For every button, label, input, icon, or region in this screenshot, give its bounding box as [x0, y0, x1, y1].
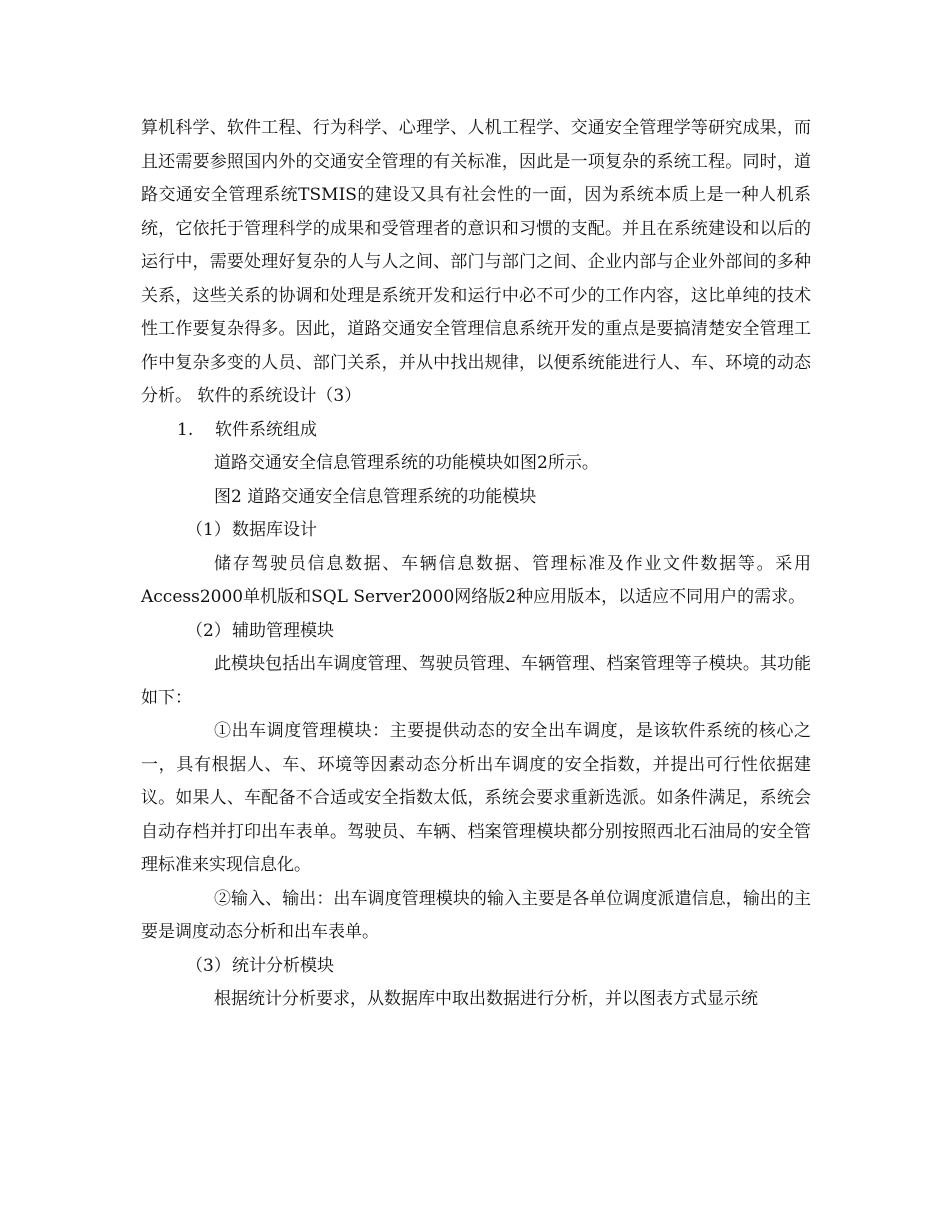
list-item-2: ②输入、输出：出车调度管理模块的输入主要是各单位调度派遣信息，输出的主要是调度动态分析和出车表单。	[141, 888, 811, 942]
subsection-heading-3	[141, 950, 811, 984]
subsection-number: （1）	[186, 520, 231, 540]
intro-paragraph: 算机科学、软件工程、行为科学、心理学、人机工程学、交通安全管理学等研究成果，而且还需要参照国内外的交通安全管理的有关标准，因此是一项复杂的系统工程。同时，道路交通安全管理系统TSMIS的建设又具有社会性的一面，因为系统本质上是一种人机系统，它依托于管理科学的成果和受管理者的意识和习惯的支配。并且在系统建设和以后的运行中，需要处理好复杂的人与人之间、部门与部门之间、企业内部与企业外部间的多种关系，这些关系的协调和处理是系统开发和运行中必不可少的工作内容，这比单纯的技术性工作要复杂得多。因此，道路交通安全管理信息系统开发的重点是要搞清楚安全管理工作中复杂多变的人员、部门关系，并从中找出规律，以便系统能进行人、车、环境的动态分析。 软件的系统设计（3）	[141, 118, 811, 406]
figure-caption: 图2 道路交通安全信息管理系统的功能模块	[214, 486, 537, 507]
subsection-number: （2）	[186, 620, 231, 641]
list-item-1: ①出车调度管理模块：主要提供动态的安全出车调度，是该软件系统的核心之一，具有根据人、车、环境等因素动态分析出车调度的安全指数，并提出可行性依据建议。如果人、车配备不合适或安全指数太低，系统会要求重新选派。如条件满足，系统会自动存档并打印出车表单。驾驶员、车辆、档案管理模块都分别按照西北石油局的安全管理标准来实现信息化。	[141, 721, 811, 875]
subsection-heading-1	[141, 514, 811, 548]
subsection-3-text: 根据统计分析要求，从数据库中取出数据进行分析，并以图表方式显示统	[214, 989, 758, 1009]
section-heading-1	[141, 414, 811, 448]
document-body	[141, 112, 811, 1017]
subsection-1-text: 储存驾驶员信息数据、车辆信息数据、管理标准及作业文件数据等。采用Access2000单机版和SQL Server2000网络版2种应用版本，以适应不同用户的需求。	[141, 553, 811, 607]
section-1-text: 道路交通安全信息管理系统的功能模块如图2所示。	[214, 453, 599, 473]
subsection-2-text: 此模块包括出车调度管理、驾驶员管理、车辆管理、档案管理等子模块。其功能如下：	[141, 654, 811, 708]
subsection-title: 统计分析模块	[232, 955, 334, 976]
subsection-title: 辅助管理模块	[232, 620, 334, 641]
section-title: 软件系统组成	[215, 419, 317, 440]
subsection-title: 数据库设计	[232, 520, 317, 540]
subsection-number: （3）	[186, 955, 231, 976]
section-number: 1.	[177, 419, 194, 440]
subsection-heading-2	[141, 615, 811, 649]
